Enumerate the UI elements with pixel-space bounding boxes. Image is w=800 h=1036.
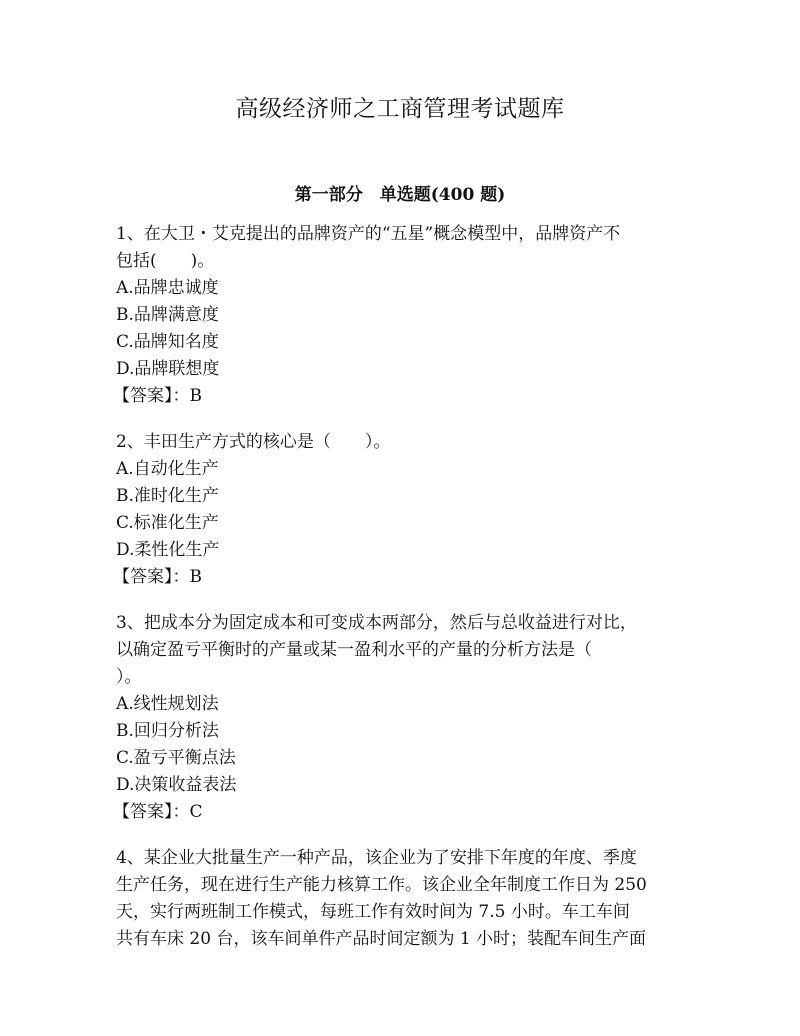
question-stem-line: ）。 — [116, 667, 142, 687]
question-stem-line: 以确定盈亏平衡时的产量或某一盈利水平的产量的分析方法是（ — [116, 640, 592, 660]
question-1 — [113, 221, 688, 410]
option-c: C.品牌知名度 — [116, 332, 219, 352]
question-stem-line: 共有车床 20 台，该车间单件产品时间定额为 1 小时；装配车间生产面 — [116, 929, 647, 949]
option-a: A.品牌忠诚度 — [116, 278, 219, 298]
option-b: B.准时化生产 — [116, 486, 219, 506]
option-b: B.回归分析法 — [116, 721, 219, 741]
option-c: C.标准化生产 — [116, 513, 219, 533]
section-heading: 第一部分 单选题(400 题) — [294, 185, 506, 205]
option-d: D.柔性化生产 — [116, 540, 220, 560]
option-d: D.决策收益表法 — [116, 775, 237, 795]
question-stem-line: 天，实行两班制工作模式，每班工作有效时间为 7.5 小时。车工车间 — [116, 902, 630, 922]
question-stem-line: 2、丰田生产方式的核心是（ ）。 — [116, 432, 391, 452]
question-stem-line: 包括( )。 — [116, 251, 215, 271]
question-2 — [113, 429, 688, 591]
option-c: C.盈亏平衡点法 — [116, 748, 236, 768]
question-stem-line: 4、某企业大批量生产一种产品，该企业为了安排下年度的年度、季度 — [116, 848, 637, 868]
answer-line: 【答案】：B — [113, 567, 202, 587]
question-stem-line: 生产任务，现在进行生产能力核算工作。该企业全年制度工作日为 250 — [116, 875, 647, 895]
option-d: D.品牌联想度 — [116, 359, 220, 379]
option-a: A.自动化生产 — [116, 459, 219, 479]
option-b: B.品牌满意度 — [116, 305, 219, 325]
question-stem-line: 3、把成本分为固定成本和可变成本两部分，然后与总收益进行对比， — [116, 613, 637, 633]
question-4 — [116, 845, 688, 953]
question-3 — [113, 610, 688, 826]
document-title: 高级经济师之工商管理考试题库 — [235, 96, 565, 122]
answer-line: 【答案】：C — [113, 802, 203, 822]
question-stem-line: 1、在大卫・艾克提出的品牌资产的“五星”概念模型中，品牌资产不 — [116, 224, 621, 244]
question-list — [113, 221, 688, 972]
option-a: A.线性规划法 — [116, 694, 219, 714]
answer-line: 【答案】：B — [113, 386, 202, 406]
